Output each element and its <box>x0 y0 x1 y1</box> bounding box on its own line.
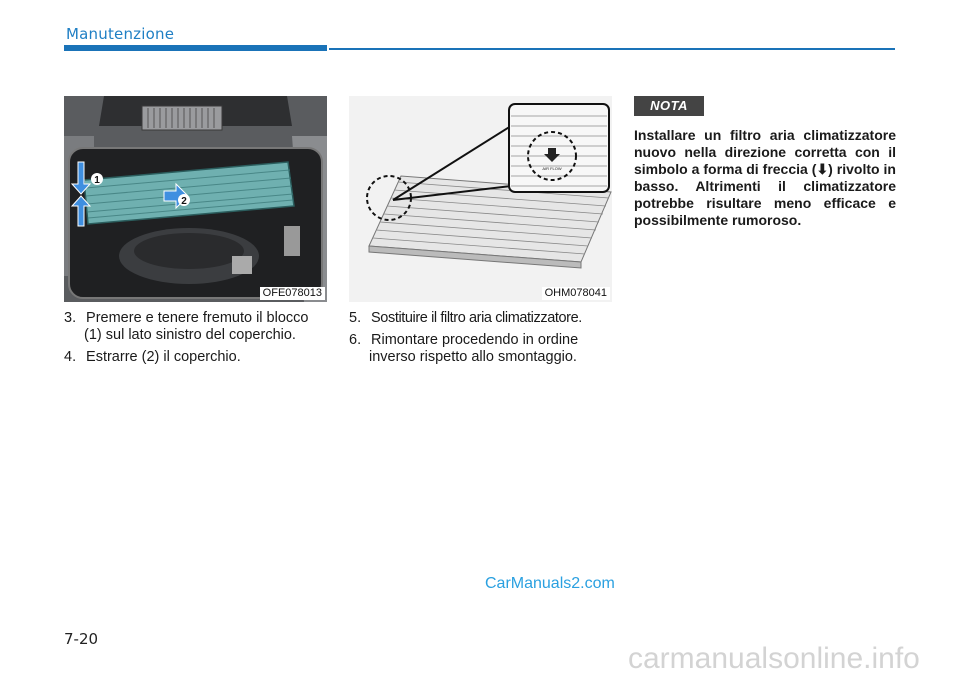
step-text-continued: (1) sul lato sinistro del coperchio. <box>84 327 296 343</box>
figure-filter-replacement <box>349 96 612 302</box>
callout-2: 2 <box>181 196 187 207</box>
filter-illustration <box>349 96 612 302</box>
figure-code: OFE078013 <box>260 287 325 300</box>
header-rule <box>329 48 895 50</box>
note-text: Installare un filtro aria climatizzatore nuovo nella direzione corretta con il simbolo a forma di freccia (⬇) rivolto in basso. Altrimenti il climatizzatore potrebbe risultare meno efficace e possibilmente rumoroso. <box>634 127 896 228</box>
site-watermark: carmanualsonline.info <box>628 642 920 675</box>
carmanuals-watermark: CarManuals2.com <box>485 575 615 592</box>
header-bar-accent <box>64 45 327 51</box>
step-number: 6. <box>349 332 362 348</box>
step-5 <box>349 310 612 327</box>
figure-filter-cover-removal <box>64 96 327 302</box>
note-badge: NOTA <box>634 96 704 116</box>
step-6 <box>349 332 612 366</box>
step-4 <box>64 349 327 366</box>
step-number: 4. <box>64 349 77 365</box>
figure-code: OHM078041 <box>542 287 610 300</box>
callout-1: 1 <box>94 175 100 186</box>
step-text: Rimontare procedendo in ordine <box>371 332 579 348</box>
step-3 <box>64 310 327 344</box>
steps-column-1 <box>64 310 327 371</box>
steps-column-2 <box>349 310 612 371</box>
section-title: Manutenzione <box>66 25 175 43</box>
filter-label: AIR FLOW <box>542 166 562 171</box>
step-number: 3. <box>64 310 77 326</box>
step-text-continued: inverso rispetto allo smontaggio. <box>369 349 577 365</box>
step-text: Premere e tenere fremuto il blocco <box>86 310 309 326</box>
step-text: Sostituire il filtro aria climatizzatore. <box>371 310 582 326</box>
step-text: Estrarre (2) il coperchio. <box>86 349 241 365</box>
filter-cover-illustration <box>64 96 327 302</box>
page-number: 7-20 <box>64 630 99 648</box>
step-number: 5. <box>349 310 362 326</box>
